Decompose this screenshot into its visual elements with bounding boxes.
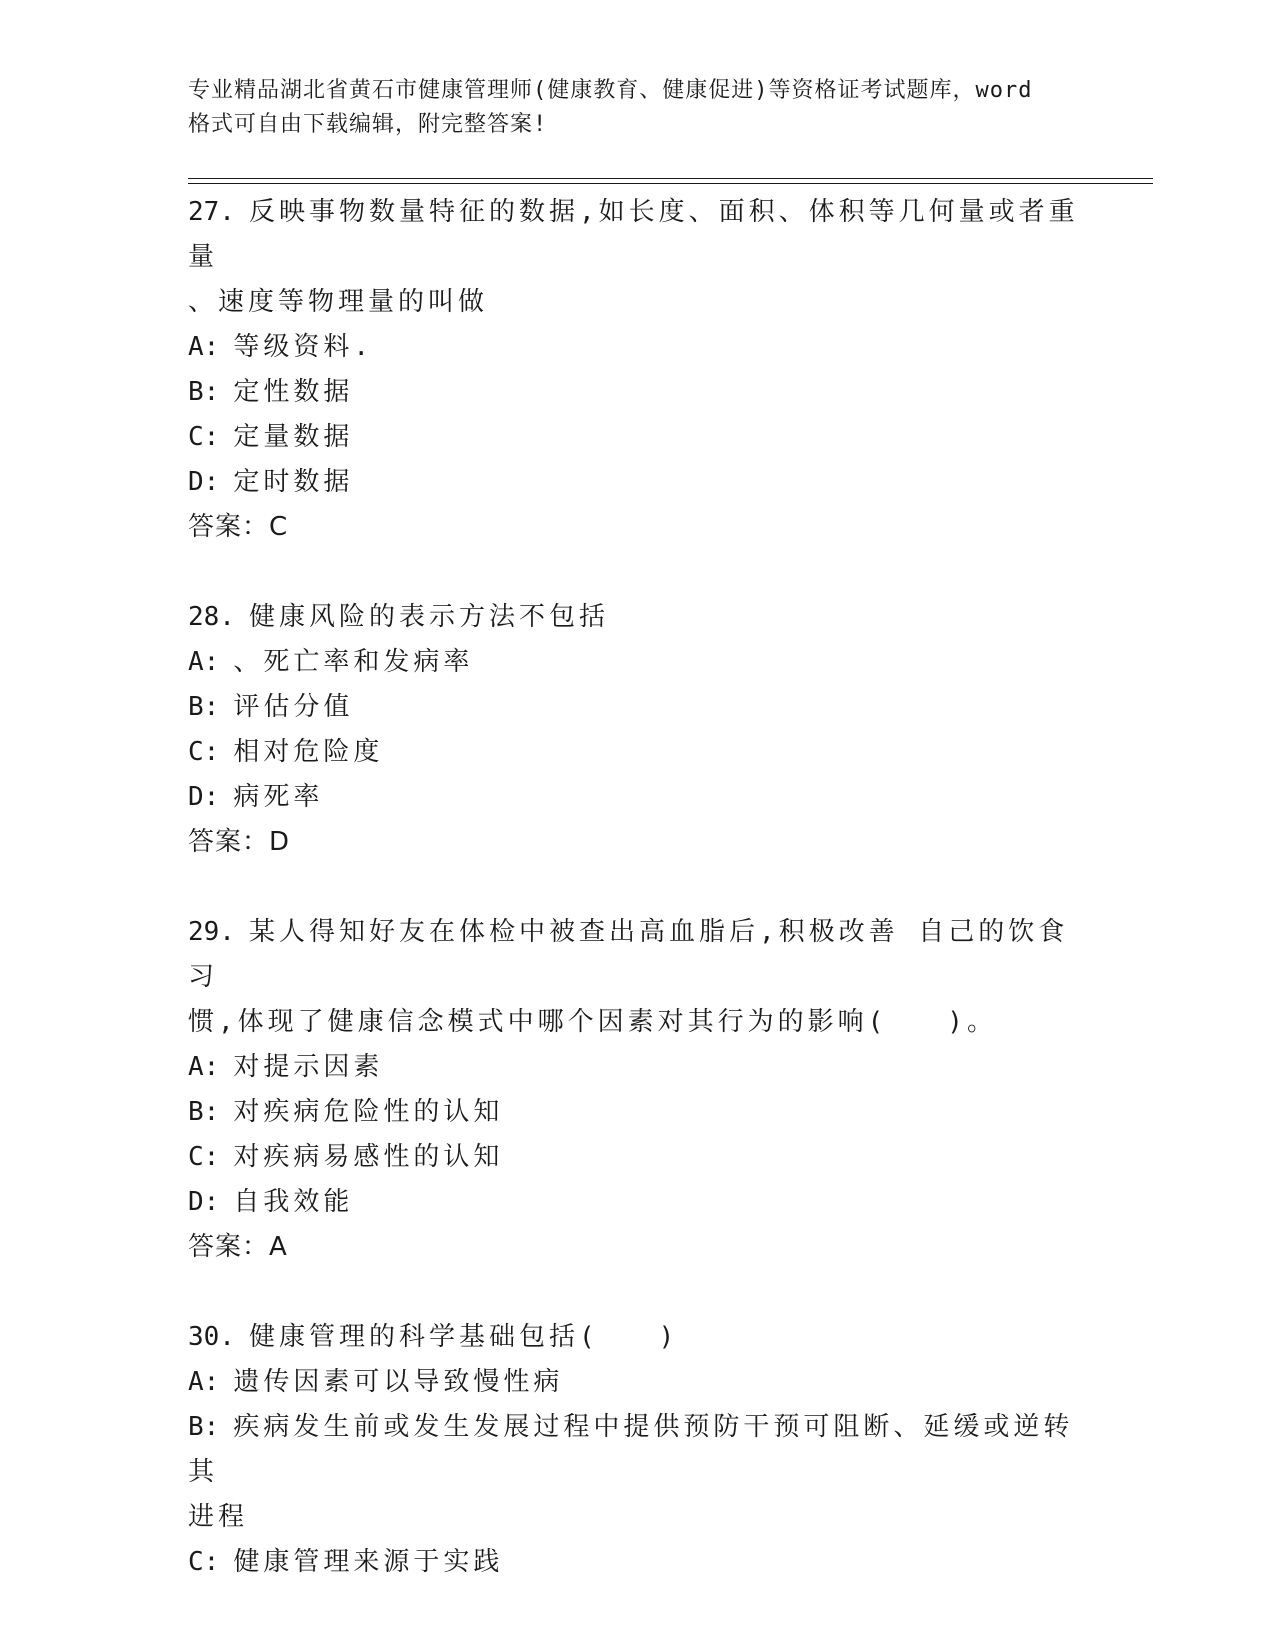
option-letter: B: [188,1412,220,1442]
question-text-line: 某人得知好友在体检中被查出高血脂后,积极改善 自己的饮食习 [188,917,1069,992]
answer-line: 答案：C [188,512,289,542]
option-b [188,1405,1088,1495]
option-text: 等级资料. [233,332,373,362]
question-spacer [188,1270,1088,1315]
question-title [188,1315,1088,1360]
question-spacer [188,865,1088,910]
option-a [188,640,1088,685]
option-b [188,370,1088,415]
option-a [188,1360,1088,1405]
option-letter: A: [188,332,220,362]
option-b [188,685,1088,730]
question-title-continuation: 、速度等物理量的叫做 [188,287,489,317]
question-spacer [188,550,1088,595]
option-b [188,1090,1088,1135]
option-letter: C: [188,1547,220,1577]
option-letter: A: [188,1367,220,1397]
option-text: 健康管理来源于实践 [233,1547,504,1577]
option-text: 对提示因素 [233,1052,384,1082]
option-text: 对疾病易感性的认知 [233,1142,504,1172]
option-letter: A: [188,647,220,677]
document-header [188,74,1088,142]
option-text: 定时数据 [233,467,354,497]
header-divider-top [188,178,1153,179]
question-number: 30. [188,1322,235,1352]
option-letter: B: [188,1097,220,1127]
option-letter: A: [188,1052,220,1082]
option-text: 相对危险度 [233,737,384,767]
option-letter: D: [188,1187,220,1217]
option-text: 自我效能 [233,1187,354,1217]
header-line-2: 格式可自由下载编辑，附完整答案! [188,112,548,137]
option-c [188,730,1088,775]
header-line-1: 专业精品湖北省黄石市健康管理师(健康教育、健康促进)等资格证考试题库，word [188,78,1033,103]
question-27 [188,190,1088,550]
option-text: 病死率 [233,782,324,812]
option-c [188,1540,1088,1585]
question-29 [188,910,1088,1270]
option-letter: B: [188,692,220,722]
option-d [188,775,1088,820]
question-title [188,595,1088,640]
question-30 [188,1315,1088,1585]
question-number: 28. [188,602,235,632]
option-letter: C: [188,1142,220,1172]
option-text: 定量数据 [233,422,354,452]
question-text-line: 反映事物数量特征的数据,如长度、面积、体积等几何量或者重量 [188,197,1079,272]
option-text: 、死亡率和发病率 [233,647,474,677]
answer-line: 答案：D [188,827,291,857]
question-list [188,190,1088,1585]
option-letter: B: [188,377,220,407]
question-title [188,910,1088,1000]
option-a [188,325,1088,370]
question-text-line: 健康管理的科学基础包括( ) [248,1322,679,1352]
option-a [188,1045,1088,1090]
question-28 [188,595,1088,865]
question-title-continuation: 惯,体现了健康信念模式中哪个因素对其行为的影响( )。 [188,1007,997,1037]
option-b-continuation: 进程 [188,1502,249,1532]
question-text-line: 健康风险的表示方法不包括 [248,602,609,632]
option-text: 对疾病危险性的认知 [233,1097,504,1127]
option-text: 定性数据 [233,377,354,407]
question-number: 29. [188,917,235,947]
option-letter: D: [188,467,220,497]
option-text: 评估分值 [233,692,354,722]
option-d [188,1180,1088,1225]
question-title [188,190,1088,280]
option-c [188,1135,1088,1180]
option-d [188,460,1088,505]
option-letter: C: [188,422,220,452]
header-divider-bottom [188,183,1153,184]
option-letter: C: [188,737,220,767]
option-text: 遗传因素可以导致慢性病 [233,1367,564,1397]
option-text: 疾病发生前或发生发展过程中提供预防干预可阻断、延缓或逆转其 [188,1412,1074,1487]
option-letter: D: [188,782,220,812]
option-c [188,415,1088,460]
question-number: 27. [188,197,235,227]
answer-line: 答案：A [188,1232,288,1262]
